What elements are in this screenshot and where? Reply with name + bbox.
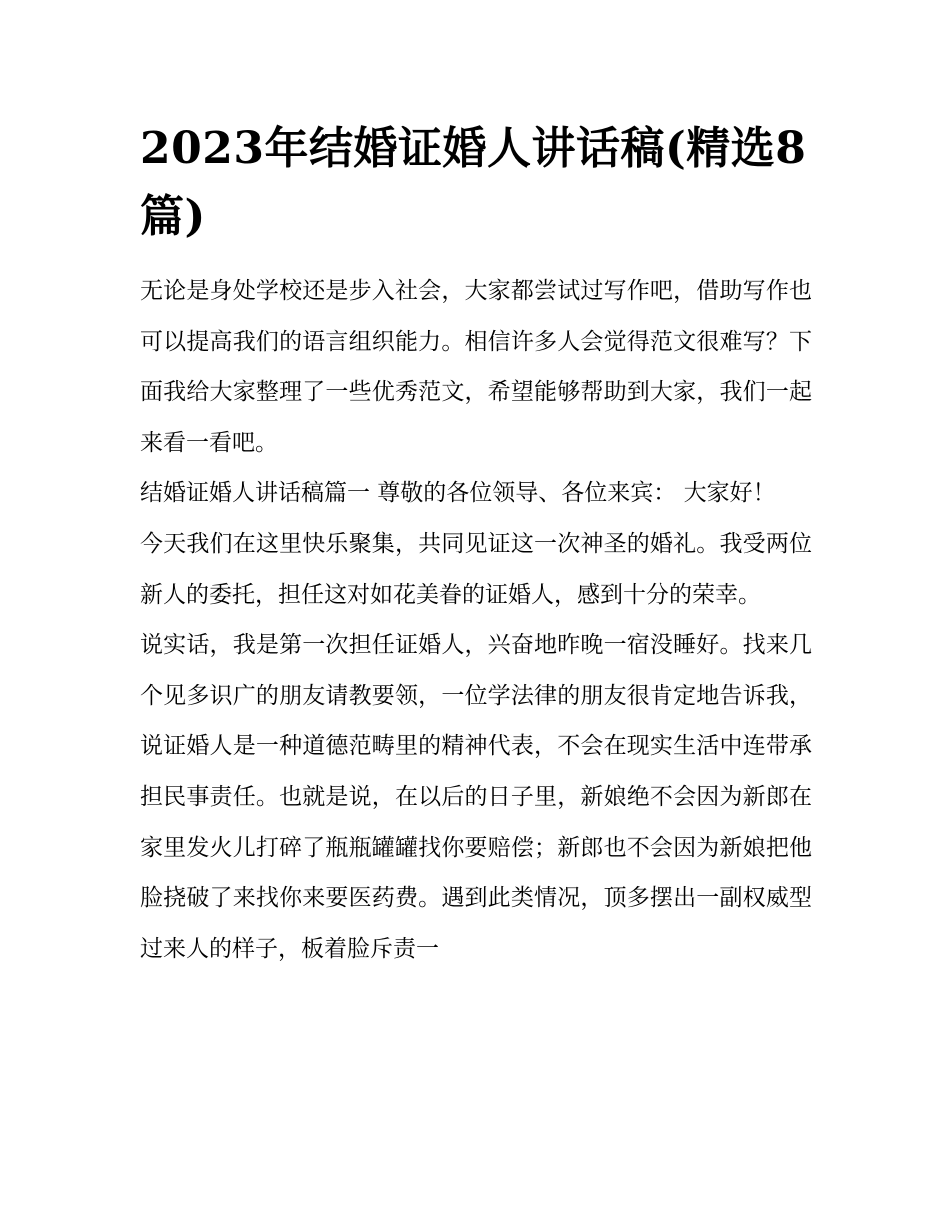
- paragraph-greeting: 结婚证婚人讲话稿篇一 尊敬的各位领导、各位来宾： 大家好！: [140, 480, 776, 507]
- document-title: 2023年结婚证婚人讲话稿(精选8篇): [140, 123, 807, 242]
- paragraph-opening: 今天我们在这里快乐聚集，共同见证这一次神圣的婚礼。我受两位新人的委托，担任这对如花美眷的证婚人，感到十分的荣幸。: [140, 530, 812, 608]
- paragraph-body: 说实话，我是第一次担任证婚人，兴奋地昨晚一宿没睡好。找来几个见多识广的朋友请教要领，一位学法律的朋友很肯定地告诉我，说证婚人是一种道德范畴里的精神代表，不会在现实生活中连带承担民事责任。也就是说，在以后的日子里，新娘绝不会因为新郎在家里发火儿打碎了瓶瓶罐罐找你要赔偿；新郎也不会因为新娘把他脸挠破了来找你来要医药费。遇到此类情况，顶多摆出一副权威型过来人的样子，板着脸斥责一: [140, 632, 812, 962]
- document-page: [140, 115, 812, 974]
- paragraph-intro: 无论是身处学校还是步入社会，大家都尝试过写作吧，借助写作也可以提高我们的语言组织能力。相信许多人会觉得范文很难写？下面我给大家整理了一些优秀范文，希望能够帮助到大家，我们一起来看一看吧。: [140, 278, 812, 456]
